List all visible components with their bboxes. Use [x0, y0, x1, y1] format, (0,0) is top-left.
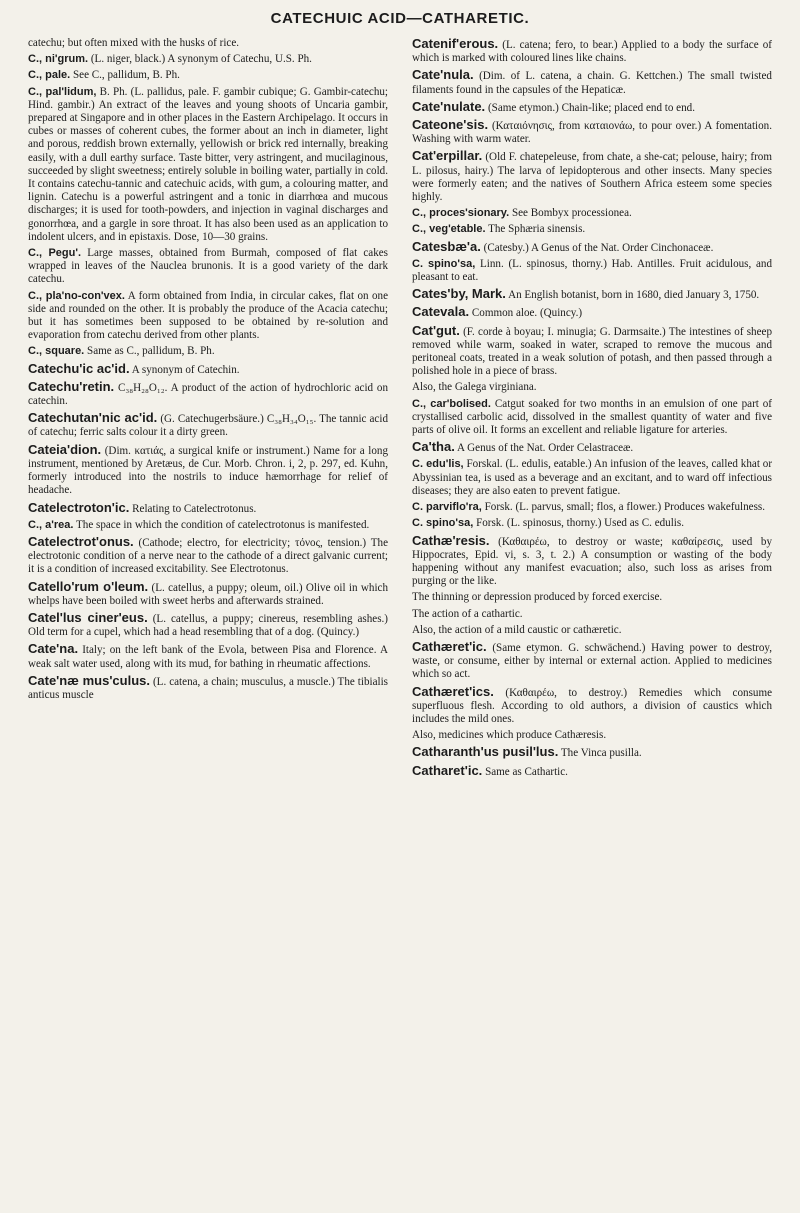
entry-definition: Catgut soaked for two months in an emulsion of one part of crystallised carbolic acid, dissolved in the smallest quantity of water and five parts of olive oil. It forms an excellent and reliable ligature for arteries.: [412, 397, 773, 437]
dictionary-entry: [412, 745, 772, 760]
dictionary-entry: [28, 443, 388, 498]
dictionary-entry: [412, 640, 772, 682]
dictionary-entry: [28, 345, 388, 358]
entry-headword: Catechutan'nic ac'id.: [28, 410, 158, 426]
dictionary-entry: [28, 642, 388, 670]
entry-headword: Catechu'ic ac'id.: [28, 360, 130, 376]
dictionary-entry: [412, 501, 772, 514]
entry-headword: Catharanth'us pusil'lus.: [412, 744, 559, 760]
dictionary-entry: [412, 764, 772, 779]
entry-definition: Linn. (L. spinosus, thorny.) Hab. Antilles. Fruit acidulous, and pleasant to eat.: [412, 257, 773, 284]
dictionary-entry: [412, 305, 772, 320]
dictionary-entry: [412, 207, 772, 220]
entry-definition: A synonym of Catechin.: [131, 363, 240, 376]
dictionary-entry: [412, 223, 772, 236]
entry-definition: B. Ph. (L. pallidus, pale. F. gambir cubique; G. Gambir-catechu; Hind. gambir.) An extract of the leaves and young shoots of Uncaria gambir, prepared at Singapore and in other places in the Eastern Archipelago. It occurs in cubes or masses of coherent cubes, the former about an inch in diameter, light and porous, reddish brown externally, yellowish or brick red internally, breaking easily, with a dull earthy surface. Taste bitter, very astringent, and mucilaginous, succeeded by slight sweetness; entirely soluble in boiling water, partially in cold. It contains catechu-tannic and catechuic acids, with gum, a colouring matter, and lignin. Catechu is a powerful astringent and a tonic in diarrhœa and mucous discharges; it is used for tooth-powders, and injection in vaginal discharges and gonorrhœa, and a gargle in sore throat. It has also been used as an application to indolent ulcers, and in epistaxis. Dose, 10—30 grains.: [28, 85, 389, 243]
entry-definition: catechu; but often mixed with the husks of rice.: [28, 37, 240, 49]
entry-headword: Cate'nulate.: [412, 98, 486, 114]
entry-definition: A Genus of the Nat. Order Celastraceæ.: [457, 442, 634, 455]
entry-definition: (Καταιόνησις, from καταιονάω, to pour over.) A fomentation. Washing with warm water.: [412, 120, 773, 146]
entry-definition: (Same etymon.) Chain-like; placed end to end.: [487, 101, 695, 114]
entry-definition: The thinning or depression produced by forced exercise.: [412, 591, 663, 604]
entry-definition: Also, the action of a mild caustic or cathæretic.: [412, 623, 622, 636]
entry-definition: Common aloe. (Quincy.): [471, 307, 583, 320]
dictionary-entry: [412, 287, 772, 302]
entry-headword: C., car'bolised.: [412, 397, 491, 410]
entry-headword: C. spino'sa,: [412, 257, 476, 270]
dictionary-entry: [28, 501, 388, 516]
entry-headword: Catesbæ'a.: [412, 238, 481, 254]
entry-headword: C., veg'etable.: [412, 223, 486, 236]
dictionary-entry: [28, 411, 388, 439]
entry-definition: (Same etymon. G. schwächend.) Having power to destroy, waste, or consume, either by internal or external action. Applied to medicines which so act.: [412, 641, 772, 681]
entry-headword: C., a'rea.: [28, 518, 74, 531]
entry-headword: Cat'gut.: [412, 322, 460, 338]
entry-definition: (Καθαιρέω, to destroy or waste; καθαίρεσις, used by Hippocrates, Epid. vi, s. 3, t. 2.) A consumption or wasting of the body happening without any manifest evacuation; also, such loss as arises from purging or the like.: [412, 535, 772, 588]
dictionary-entry: [28, 37, 388, 50]
entry-definition: The space in which the condition of catelectrotonus is manifested.: [76, 518, 370, 531]
dictionary-entry: [28, 247, 388, 287]
entry-definition: Forsk. (L. spinosus, thorny.) Used as C. edulis.: [476, 517, 684, 530]
entry-definition: Also, medicines which produce Cathæresis.: [412, 729, 607, 742]
entry-definition: (Καθαιρέω, to destroy.) Remedies which consume superfluous flesh. According to old authors, a division of caustics which includes the mild ones.: [412, 686, 772, 725]
right-column: [412, 37, 772, 782]
dictionary-entry: [412, 591, 772, 604]
entry-headword: Ca'tha.: [412, 439, 455, 455]
dictionary-entry: [412, 240, 772, 255]
dictionary-entry: [412, 534, 772, 589]
entry-headword: Cathæret'ic.: [412, 638, 487, 654]
dictionary-entry: [28, 86, 388, 244]
entry-definition: (Catesby.) A Genus of the Nat. Order Cinchonaceæ.: [483, 241, 714, 254]
dictionary-entry: [28, 611, 388, 639]
entry-headword: Catenif'erous.: [412, 36, 499, 51]
dictionary-entry: [28, 380, 388, 408]
entry-definition: Also, the Galega virginiana.: [412, 381, 537, 394]
entry-definition: (Dim. κατιάς, a surgical knife or instrument.) Name for a long instrument, mentioned by Aretæus, de Cur. Morb. Chron. i, 2, p. 297, ed. Kuhn, formerly introduced into the nostrils to induce hæmorrhage for relief of headache.: [28, 444, 388, 497]
entry-definition: A form obtained from India, in circular cakes, flat on one side and rounded on the other. It is probably the produce of the Acacia catechu; but it has sometimes been supposed to be obtained by re-solution and evaporation from catechu derived from other plants.: [28, 289, 388, 342]
dictionary-entry: [412, 517, 772, 530]
entry-definition: The action of a cathartic.: [412, 607, 523, 620]
dictionary-entry: [412, 729, 772, 742]
dictionary-entry: [412, 100, 772, 115]
entry-definition: Large masses, obtained from Burmah, composed of flat cakes wrapped in leaves of the Nauclea brunonis. It is a good variety of the dark catechu.: [28, 247, 388, 286]
entry-definition: Forsk. (L. parvus, small; flos, a flower.) Produces wakefulness.: [484, 501, 766, 514]
entry-definition: Relating to Catelectrotonus.: [132, 502, 257, 515]
entry-definition: Italy; on the left bank of the Evola, between Pisa and Florence. A weak salt water used, along with its mud, for bathing in rheumatic affections.: [28, 644, 388, 670]
entry-headword: C. parviflo'ra,: [412, 501, 482, 514]
dictionary-entry: [28, 519, 388, 532]
entry-headword: Cate'na.: [28, 641, 79, 657]
entry-headword: C., proces'sionary.: [412, 207, 510, 220]
entry-headword: C., square.: [28, 345, 85, 358]
entry-definition: (G. Catechugerbsäure.) C₃₈H₃₄O₁₅. The tannic acid of catechu; ferric salts colour it a dirty green.: [28, 413, 388, 439]
entry-headword: Catelectrot'onus.: [28, 533, 134, 549]
dictionary-entry: [412, 608, 772, 621]
entry-definition: Same as C., pallidum, B. Ph.: [87, 345, 215, 358]
entry-headword: Cate'næ mus'culus.: [28, 672, 150, 688]
dictionary-entry: [412, 118, 772, 146]
running-head: CATECHUIC ACID—CATHARETIC.: [270, 10, 530, 27]
entry-definition: (L. catena, a chain; musculus, a muscle.) The tibialis anticus muscle: [28, 675, 388, 701]
dictionary-entry: [412, 398, 772, 438]
dictionary-entry: [28, 674, 388, 702]
entry-definition: An English botanist, born in 1680, died January 3, 1750.: [508, 289, 760, 302]
entry-headword: Cate'nula.: [412, 67, 474, 83]
entry-headword: C., ni'grum.: [28, 53, 89, 66]
entry-definition: The Vinca pusilla.: [560, 747, 642, 760]
entry-headword: C., Pegu'.: [28, 247, 82, 260]
dictionary-entry: [412, 440, 772, 455]
entry-definition: Same as Cathartic.: [485, 765, 568, 778]
dictionary-entry: [412, 149, 772, 204]
entry-definition: (F. corde à boyau; I. minugia; G. Darmsaite.) The intestines of sheep removed while warm, soaked in water, scraped to remove the mucous and peritoneal coats, treated in a weak solution of potash, and then passed through a polished hole in a piece of brass.: [412, 325, 772, 378]
dictionary-entry: [412, 381, 772, 394]
entry-definition: (L. catellus, a puppy; oleum, oil.) Olive oil in which whelps have been boiled with sweet herbs and afterwards strained.: [28, 581, 388, 607]
entry-headword: Catelectroton'ic.: [28, 499, 130, 515]
entry-headword: Cathæret'ics.: [412, 683, 494, 699]
entry-headword: Cates'by, Mark.: [412, 286, 506, 302]
entry-headword: C. spino'sa,: [412, 517, 474, 530]
dictionary-entry: [28, 69, 388, 82]
entry-definition: (Old F. chatepeleuse, from chate, a she-cat; pelouse, hairy; from L. pilosus, hairy.) The larva of lepidopterous and other insects. Many species were formerly eaten; and the natives of Southern Africa esteem some species highly.: [412, 151, 772, 204]
entry-headword: Cathæ'resis.: [412, 532, 490, 548]
entry-headword: Catel'lus ciner'eus.: [28, 609, 148, 625]
entry-headword: Cateia'dion.: [28, 441, 102, 457]
entry-headword: Catechu'retin.: [28, 378, 115, 394]
entry-headword: Catharet'ic.: [412, 762, 483, 778]
entry-headword: C., pal'lidum,: [28, 85, 97, 98]
entry-headword: Catello'rum o'leum.: [28, 578, 149, 594]
columns: [28, 37, 772, 782]
dictionary-entry: [412, 37, 772, 65]
entry-definition: (L. niger, black.) A synonym of Catechu, U.S. Ph.: [90, 53, 312, 66]
dictionary-entry: [412, 324, 772, 379]
dictionary-entry: [28, 53, 388, 66]
entry-definition: The Sphæria sinensis.: [488, 223, 586, 236]
entry-headword: Cateone'sis.: [412, 117, 489, 133]
dictionary-entry: [412, 624, 772, 637]
dictionary-entry: [412, 258, 772, 284]
dictionary-entry: [28, 290, 388, 343]
dictionary-entry: [28, 362, 388, 377]
entry-definition: Forskal. (L. edulis, eatable.) An infusion of the leaves, called khat or Abyssinian tea, is used as a beverage and an excitant, and to ward off infectious diseases; they are also eaten to prevent fatigue.: [412, 458, 773, 497]
entry-headword: Cat'erpillar.: [412, 148, 483, 164]
left-column: [28, 37, 388, 782]
entry-headword: C., pale.: [28, 69, 71, 82]
entry-headword: Catevala.: [412, 304, 470, 320]
entry-definition: C₃₈H₂₈O₁₂. A product of the action of hydrochloric acid on catechin.: [28, 381, 388, 408]
dictionary-entry: [28, 535, 388, 577]
entry-definition: (L. catellus, a puppy; cinereus, resembling ashes.) Old term for a cupel, which had a head resembling that of a dog. (Quincy.): [28, 612, 389, 639]
entry-definition: See Bombyx processionea.: [511, 207, 632, 220]
dictionary-entry: [412, 685, 772, 727]
dictionary-entry: [28, 580, 388, 608]
entry-definition: (L. catena; fero, to bear.) Applied to a body the surface of which is marked with coloured lines like chains.: [412, 39, 772, 65]
dictionary-entry: [412, 458, 772, 498]
dictionary-entry: [412, 68, 772, 96]
entry-definition: (Cathode; electro, for electricity; τόνος, tension.) The electrotonic condition of a nerve near to the cathode of a direct galvanic current; it is a condition of increased excitability. See Electrotonus.: [28, 536, 388, 576]
entry-definition: See C., pallidum, B. Ph.: [72, 69, 180, 82]
entry-definition: (Dim. of L. catena, a chain. G. Kettchen.) The small twisted filaments found in the capsules of the Hepaticæ.: [412, 70, 772, 96]
entry-headword: C. edu'lis,: [412, 458, 464, 471]
entry-headword: C., pla'no-con'vex.: [28, 289, 125, 302]
